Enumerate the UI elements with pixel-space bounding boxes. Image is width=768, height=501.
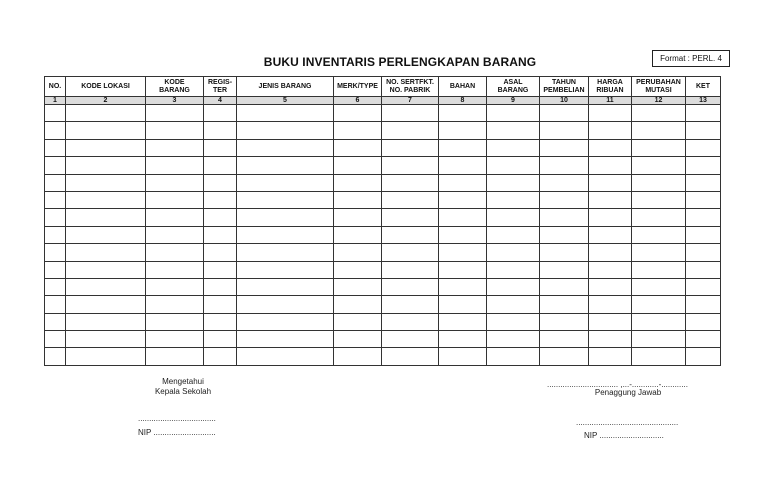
column-header-line2: RIBUAN <box>596 86 624 94</box>
table-cell[interactable] <box>686 191 721 208</box>
table-cell[interactable] <box>334 348 382 365</box>
table-cell[interactable] <box>686 278 721 295</box>
table-cell[interactable] <box>204 174 237 191</box>
column-number: 5 <box>237 97 334 105</box>
table-cell[interactable] <box>487 348 540 365</box>
table-cell[interactable] <box>487 157 540 174</box>
table-row <box>45 278 721 295</box>
table-cell[interactable] <box>237 226 334 243</box>
table-cell[interactable] <box>237 348 334 365</box>
table-cell[interactable] <box>632 261 686 278</box>
table-cell[interactable] <box>487 191 540 208</box>
table-cell[interactable] <box>382 244 439 261</box>
table-cell[interactable] <box>66 139 146 156</box>
table-cell[interactable] <box>237 174 334 191</box>
table-row <box>45 209 721 226</box>
table-cell[interactable] <box>439 296 487 313</box>
table-row <box>45 296 721 313</box>
column-header-line1: NO. <box>48 82 62 90</box>
table-cell[interactable] <box>589 157 632 174</box>
table-cell[interactable] <box>382 191 439 208</box>
table-cell[interactable] <box>146 209 204 226</box>
table-cell[interactable] <box>45 244 66 261</box>
column-number: 11 <box>589 97 632 105</box>
table-cell[interactable] <box>589 313 632 330</box>
table-row <box>45 105 721 122</box>
column-header <box>146 77 204 97</box>
table-cell[interactable] <box>632 348 686 365</box>
table-cell[interactable] <box>686 331 721 348</box>
table-cell[interactable] <box>146 244 204 261</box>
table-cell[interactable] <box>334 244 382 261</box>
table-cell[interactable] <box>146 157 204 174</box>
table-cell[interactable] <box>204 209 237 226</box>
table-cell[interactable] <box>632 331 686 348</box>
table-cell[interactable] <box>66 209 146 226</box>
table-cell[interactable] <box>66 296 146 313</box>
table-cell[interactable] <box>66 226 146 243</box>
table-cell[interactable] <box>146 122 204 139</box>
column-header-line1: HARGA <box>597 78 623 86</box>
table-cell[interactable] <box>589 331 632 348</box>
column-header-line1: JENIS BARANG <box>258 82 312 90</box>
table-cell[interactable] <box>45 226 66 243</box>
table-cell[interactable] <box>382 105 439 122</box>
column-header-line1: BAHAN <box>449 82 476 90</box>
column-header <box>487 77 540 97</box>
sig-left-blank: ................................... <box>138 414 216 423</box>
sig-right-blank: .............................................. <box>576 418 679 427</box>
table-cell[interactable] <box>686 226 721 243</box>
column-header-line1: KODE LOKASI <box>81 82 130 90</box>
sig-left-line2: Kepala Sekolah <box>154 387 212 396</box>
table-cell[interactable] <box>146 331 204 348</box>
column-header-line1: REGIS- <box>207 78 233 86</box>
table-cell[interactable] <box>439 261 487 278</box>
column-header-line2: TER <box>213 86 227 94</box>
table-cell[interactable] <box>589 139 632 156</box>
table-cell[interactable] <box>146 139 204 156</box>
column-number: 8 <box>439 97 487 105</box>
table-cell[interactable] <box>45 261 66 278</box>
table-cell[interactable] <box>382 313 439 330</box>
column-header-line1: NO. SERTFKT. <box>386 78 434 86</box>
table-cell[interactable] <box>334 209 382 226</box>
column-header <box>204 77 237 97</box>
table-cell[interactable] <box>334 226 382 243</box>
table-cell[interactable] <box>589 226 632 243</box>
table-cell[interactable] <box>204 244 237 261</box>
table-cell[interactable] <box>540 278 589 295</box>
table-cell[interactable] <box>66 278 146 295</box>
table-cell[interactable] <box>334 174 382 191</box>
table-cell[interactable] <box>686 261 721 278</box>
table-cell[interactable] <box>237 157 334 174</box>
table-cell[interactable] <box>632 313 686 330</box>
column-header-line1: PERUBAHAN <box>636 78 681 86</box>
table-cell[interactable] <box>487 296 540 313</box>
table-cell[interactable] <box>439 209 487 226</box>
table-cell[interactable] <box>66 348 146 365</box>
table-cell[interactable] <box>204 226 237 243</box>
table-row <box>45 191 721 208</box>
table-cell[interactable] <box>439 157 487 174</box>
table-cell[interactable] <box>439 174 487 191</box>
table-cell[interactable] <box>686 296 721 313</box>
table-cell[interactable] <box>334 191 382 208</box>
table-cell[interactable] <box>632 226 686 243</box>
table-cell[interactable] <box>487 331 540 348</box>
table-cell[interactable] <box>540 174 589 191</box>
column-header <box>686 77 721 97</box>
table-cell[interactable] <box>382 157 439 174</box>
table-cell[interactable] <box>146 313 204 330</box>
table-cell[interactable] <box>204 261 237 278</box>
table-cell[interactable] <box>66 244 146 261</box>
table-cell[interactable] <box>146 191 204 208</box>
table-cell[interactable] <box>45 105 66 122</box>
table-cell[interactable] <box>540 209 589 226</box>
table-cell[interactable] <box>237 244 334 261</box>
table-cell[interactable] <box>66 122 146 139</box>
column-number: 9 <box>487 97 540 105</box>
sig-right-place-date: ................................ ,...-............-............ <box>547 380 688 389</box>
sig-left-line1: Mengetahui <box>162 377 204 386</box>
table-cell[interactable] <box>632 296 686 313</box>
signature-left <box>128 377 238 397</box>
table-cell[interactable] <box>686 157 721 174</box>
table-cell[interactable] <box>237 313 334 330</box>
table-cell[interactable] <box>146 261 204 278</box>
table-cell[interactable] <box>146 174 204 191</box>
column-number: 1 <box>45 97 66 105</box>
table-cell[interactable] <box>589 105 632 122</box>
column-header-line2: BARANG <box>159 86 190 94</box>
table-row <box>45 139 721 156</box>
table-cell[interactable] <box>487 244 540 261</box>
column-number: 2 <box>66 97 146 105</box>
table-cell[interactable] <box>204 105 237 122</box>
column-number: 6 <box>334 97 382 105</box>
sig-right-nip: NIP ............................. <box>584 431 664 440</box>
column-header-line1: MERK/TYPE <box>337 82 378 90</box>
column-number: 13 <box>686 97 721 105</box>
table-cell[interactable] <box>204 278 237 295</box>
table-cell[interactable] <box>45 174 66 191</box>
table-cell[interactable] <box>439 331 487 348</box>
table-cell[interactable] <box>382 226 439 243</box>
table-cell[interactable] <box>45 348 66 365</box>
table-cell[interactable] <box>237 122 334 139</box>
table-cell[interactable] <box>45 296 66 313</box>
table-cell[interactable] <box>686 348 721 365</box>
table-cell[interactable] <box>334 261 382 278</box>
table-cell[interactable] <box>439 139 487 156</box>
table-cell[interactable] <box>334 296 382 313</box>
table-row <box>45 157 721 174</box>
column-header <box>66 77 146 97</box>
column-header <box>589 77 632 97</box>
table-cell[interactable] <box>589 348 632 365</box>
table-row <box>45 244 721 261</box>
table-cell[interactable] <box>589 296 632 313</box>
table-cell[interactable] <box>686 209 721 226</box>
column-header-line2: BARANG <box>497 86 529 94</box>
table-cell[interactable] <box>589 122 632 139</box>
table-row <box>45 331 721 348</box>
table-cell[interactable] <box>589 174 632 191</box>
column-header <box>382 77 439 97</box>
table-cell[interactable] <box>45 313 66 330</box>
table-cell[interactable] <box>487 278 540 295</box>
table-cell[interactable] <box>632 105 686 122</box>
table-cell[interactable] <box>382 296 439 313</box>
table-row <box>45 226 721 243</box>
table-cell[interactable] <box>204 331 237 348</box>
column-header-line2: PEMBELIAN <box>543 86 585 94</box>
table-cell[interactable] <box>487 105 540 122</box>
table-cell[interactable] <box>45 122 66 139</box>
table-cell[interactable] <box>382 278 439 295</box>
table-cell[interactable] <box>66 313 146 330</box>
table-cell[interactable] <box>237 261 334 278</box>
format-code: Format : PERL. 4 <box>652 50 730 67</box>
table-cell[interactable] <box>45 139 66 156</box>
table-cell[interactable] <box>334 157 382 174</box>
table-cell[interactable] <box>439 278 487 295</box>
table-cell[interactable] <box>237 105 334 122</box>
sig-left-nip: NIP ............................ <box>138 428 216 437</box>
table-cell[interactable] <box>487 261 540 278</box>
table-cell[interactable] <box>540 226 589 243</box>
table-cell[interactable] <box>382 331 439 348</box>
table-cell[interactable] <box>540 191 589 208</box>
column-header-line2: NO. PABRIK <box>389 86 431 94</box>
table-cell[interactable] <box>334 278 382 295</box>
table-cell[interactable] <box>632 139 686 156</box>
table-cell[interactable] <box>540 348 589 365</box>
table-row <box>45 261 721 278</box>
column-header-line2: MUTASI <box>645 86 672 94</box>
table-cell[interactable] <box>66 331 146 348</box>
table-cell[interactable] <box>686 122 721 139</box>
table-cell[interactable] <box>632 157 686 174</box>
table-cell[interactable] <box>632 122 686 139</box>
column-number: 3 <box>146 97 204 105</box>
column-number: 12 <box>632 97 686 105</box>
column-number: 7 <box>382 97 439 105</box>
table-cell[interactable] <box>204 296 237 313</box>
table-cell[interactable] <box>237 191 334 208</box>
table-cell[interactable] <box>686 244 721 261</box>
table-cell[interactable] <box>487 226 540 243</box>
table-cell[interactable] <box>45 209 66 226</box>
table-cell[interactable] <box>204 139 237 156</box>
column-header-line1: TAHUN <box>552 78 576 86</box>
column-header-line1: ASAL <box>503 78 523 86</box>
table-cell[interactable] <box>632 278 686 295</box>
table-cell[interactable] <box>66 105 146 122</box>
table-cell[interactable] <box>589 278 632 295</box>
table-cell[interactable] <box>146 105 204 122</box>
table-cell[interactable] <box>632 209 686 226</box>
table-header-row <box>45 77 721 97</box>
column-header <box>540 77 589 97</box>
table-cell[interactable] <box>439 191 487 208</box>
table-cell[interactable] <box>334 313 382 330</box>
table-row <box>45 348 721 365</box>
table-cell[interactable] <box>382 348 439 365</box>
table-cell[interactable] <box>487 139 540 156</box>
column-header <box>334 77 382 97</box>
table-cell[interactable] <box>146 348 204 365</box>
table-cell[interactable] <box>382 261 439 278</box>
table-cell[interactable] <box>589 209 632 226</box>
table-cell[interactable] <box>382 209 439 226</box>
table-cell[interactable] <box>334 139 382 156</box>
column-number: 10 <box>540 97 589 105</box>
column-header-line1: KODE <box>164 78 185 86</box>
column-header <box>45 77 66 97</box>
table-cell[interactable] <box>487 122 540 139</box>
table-row <box>45 313 721 330</box>
inventory-table <box>44 76 721 366</box>
table-cell[interactable] <box>632 174 686 191</box>
table-cell[interactable] <box>45 331 66 348</box>
table-cell[interactable] <box>487 313 540 330</box>
table-cell[interactable] <box>540 139 589 156</box>
table-cell[interactable] <box>66 174 146 191</box>
table-cell[interactable] <box>237 331 334 348</box>
table-cell[interactable] <box>439 226 487 243</box>
table-cell[interactable] <box>439 313 487 330</box>
table-cell[interactable] <box>540 296 589 313</box>
page-title: BUKU INVENTARIS PERLENGKAPAN BARANG <box>263 55 537 69</box>
table-cell[interactable] <box>237 296 334 313</box>
table-cell[interactable] <box>66 157 146 174</box>
table-cell[interactable] <box>540 313 589 330</box>
table-cell[interactable] <box>540 105 589 122</box>
table-cell[interactable] <box>146 296 204 313</box>
table-cell[interactable] <box>632 191 686 208</box>
table-cell[interactable] <box>237 209 334 226</box>
table-cell[interactable] <box>382 139 439 156</box>
table-cell[interactable] <box>237 139 334 156</box>
table-cell[interactable] <box>540 244 589 261</box>
table-cell[interactable] <box>237 278 334 295</box>
table-cell[interactable] <box>66 191 146 208</box>
table-cell[interactable] <box>66 261 146 278</box>
table-cell[interactable] <box>540 331 589 348</box>
table-cell[interactable] <box>204 348 237 365</box>
table-cell[interactable] <box>439 105 487 122</box>
column-number-row <box>45 97 721 105</box>
table-cell[interactable] <box>540 261 589 278</box>
table-row <box>45 174 721 191</box>
table-cell[interactable] <box>589 244 632 261</box>
table-cell[interactable] <box>146 226 204 243</box>
table-cell[interactable] <box>439 244 487 261</box>
table-cell[interactable] <box>334 331 382 348</box>
column-header <box>237 77 334 97</box>
table-cell[interactable] <box>439 122 487 139</box>
table-cell[interactable] <box>487 209 540 226</box>
table-cell[interactable] <box>686 139 721 156</box>
table-cell[interactable] <box>204 122 237 139</box>
table-cell[interactable] <box>686 174 721 191</box>
table-cell[interactable] <box>487 174 540 191</box>
column-number: 4 <box>204 97 237 105</box>
table-cell[interactable] <box>204 191 237 208</box>
table-cell[interactable] <box>439 348 487 365</box>
table-cell[interactable] <box>540 122 589 139</box>
table-cell[interactable] <box>589 191 632 208</box>
table-cell[interactable] <box>686 313 721 330</box>
column-header <box>439 77 487 97</box>
table-cell[interactable] <box>334 105 382 122</box>
column-header <box>632 77 686 97</box>
table-cell[interactable] <box>146 278 204 295</box>
table-cell[interactable] <box>204 313 237 330</box>
table-cell[interactable] <box>686 105 721 122</box>
table-cell[interactable] <box>204 157 237 174</box>
sig-right-title: Penaggung Jawab <box>594 388 662 397</box>
table-cell[interactable] <box>382 122 439 139</box>
table-cell[interactable] <box>45 278 66 295</box>
table-cell[interactable] <box>589 261 632 278</box>
table-cell[interactable] <box>334 122 382 139</box>
table-cell[interactable] <box>632 244 686 261</box>
column-header-line1: KET <box>696 82 710 90</box>
table-cell[interactable] <box>45 157 66 174</box>
table-row <box>45 122 721 139</box>
table-cell[interactable] <box>45 191 66 208</box>
table-cell[interactable] <box>382 174 439 191</box>
table-cell[interactable] <box>540 157 589 174</box>
